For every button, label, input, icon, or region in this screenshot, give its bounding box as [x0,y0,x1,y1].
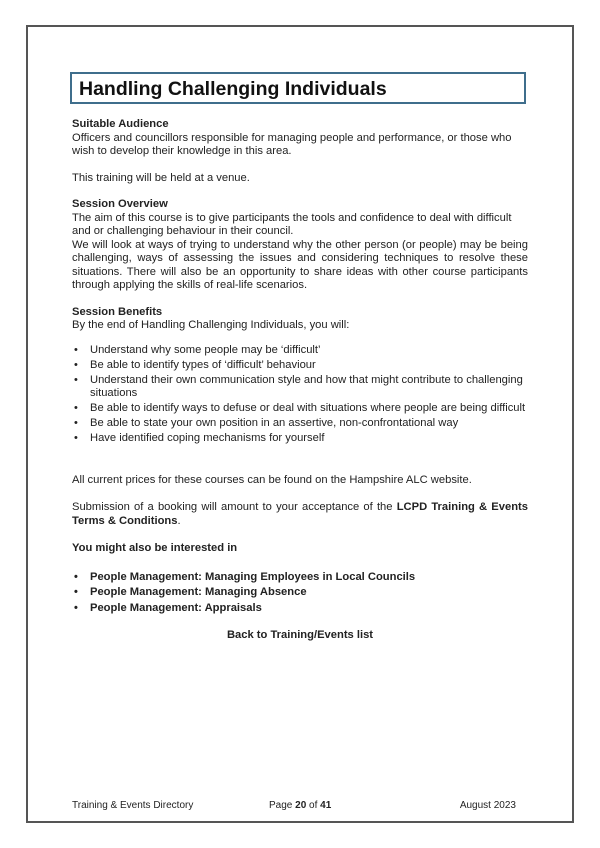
list-item: • Be able to identify types of ‘difficult’ behaviour [74,358,316,371]
bullet-icon: • [74,586,78,598]
related-course-link[interactable]: • People Management: Managing Employees in Local Councils [74,570,416,583]
related-course-link[interactable]: • People Management: Managing Absence [74,586,307,598]
list-item: • Be able to identify ways to defuse or deal with situations where people are being difficult [74,402,526,414]
benefits-list [72,344,528,446]
terms-conditions-link[interactable]: LCPD Training & Events Terms & Conditions [72,501,528,527]
venue-text: This training will be held at a venue. [72,171,250,184]
submission-text: Submission of a booking will amount to your acceptance of the LCPD Training & Events Terms & Conditions. [72,501,528,527]
bullet-icon: • [74,343,78,356]
page-title: Handling Challenging Individuals [70,72,526,104]
session-overview-para2: We will look at ways of trying to understand why the other person (or people) may be being challenging, ways of assessing the issues and considering techniques to resolve these situations. There will also be an opportunity to share ideas with other course participants through applying the skills of real-life scenarios. [72,238,528,291]
footer-title: Training & Events Directory [72,800,194,811]
suitable-audience-heading: Suitable Audience [72,118,169,130]
bullet-icon: • [74,373,78,386]
related-list [72,571,528,616]
session-benefits-intro: By the end of Handling Challenging Individuals, you will: [72,319,350,331]
session-overview-para1: The aim of this course is to give participants the tools and confidence to deal with difficult and or challenging behaviour in their council. [72,211,512,237]
suitable-audience-text: Officers and councillors responsible for managing people and performance, or those who wish to develop their knowledge in this area. [72,131,512,157]
session-overview-heading: Session Overview [72,198,168,210]
footer-date: August 2023 [459,800,516,811]
bullet-icon: • [74,432,78,444]
bullet-icon: • [74,417,78,429]
bullet-icon: • [74,570,78,583]
list-item: • Have identified coping mechanisms for yourself [74,432,325,444]
document-body [72,118,528,643]
bullet-icon: • [74,402,78,414]
bullet-icon: • [74,601,78,614]
related-heading: You might also be interested in [72,542,238,554]
prices-text: All current prices for these courses can be found on the Hampshire ALC website. [72,473,472,486]
list-item: • Be able to state your own position in an assertive, non-confrontational way [74,417,459,429]
session-benefits-heading: Session Benefits [72,305,163,318]
page-number: Page 20 of 41 [269,800,332,811]
related-course-link[interactable]: • People Management: Appraisals [74,601,262,614]
list-item: • Understand why some people may be ‘difficult’ [74,343,321,356]
back-to-list-link[interactable]: Back to Training/Events list [226,629,374,641]
list-item: • Understand their own communication style and how that might contribute to challenging situations [74,373,523,399]
bullet-icon: • [74,358,78,371]
